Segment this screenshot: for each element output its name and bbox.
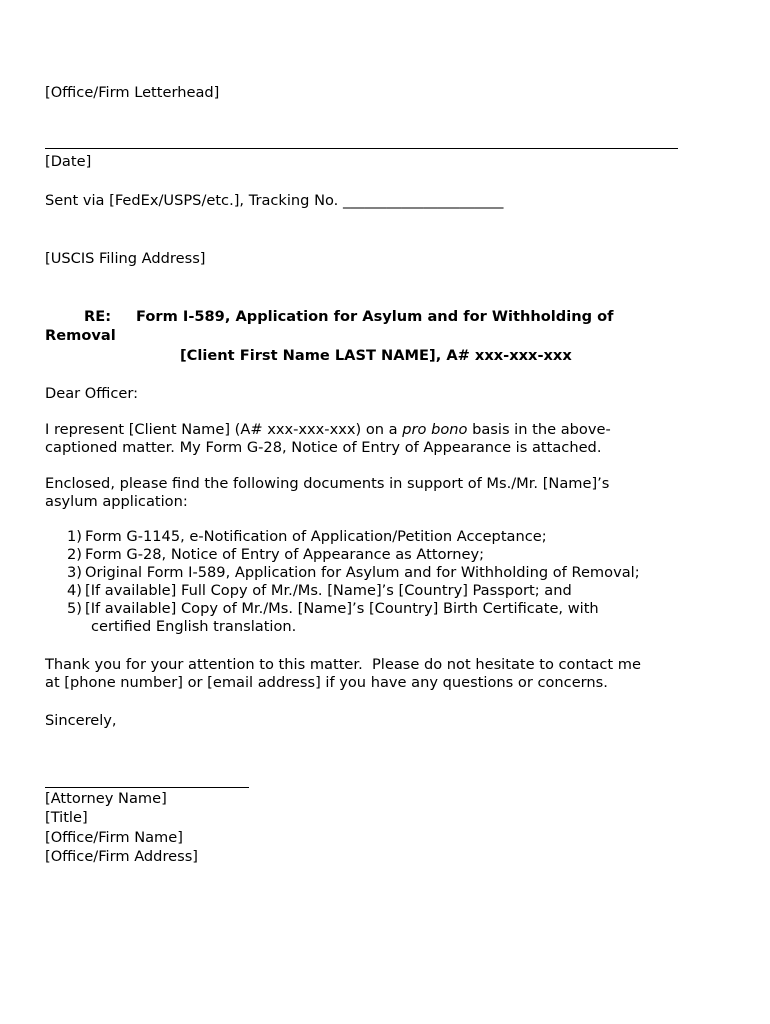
intro-before: I represent [Client Name] (A# xxx-xxx-xxx) on a [45, 421, 403, 438]
letterhead: [Office/Firm Letterhead] [45, 84, 220, 101]
re-client-line: [Client First Name LAST NAME], A# xxx-xxx-xxx [180, 347, 572, 364]
signature-line [45, 787, 249, 788]
intro-paragraph-line1 [45, 420, 611, 439]
list-item: Form G-1145, e-Notification of Application/Petition Acceptance; [85, 528, 547, 545]
re-subject-line1: Form I-589, Application for Asylum and for Withholding of [136, 308, 614, 325]
list-item-continuation: certified English translation. [91, 618, 297, 635]
firm-name: [Office/Firm Name] [45, 829, 183, 846]
list-item-number: 1) [67, 528, 82, 545]
enclosed-paragraph-line2: asylum application: [45, 493, 188, 510]
firm-address: [Office/Firm Address] [45, 848, 199, 865]
sent-via-line: Sent via [FedEx/USPS/etc.], Tracking No. ______________________ [45, 192, 504, 209]
list-item-number: 2) [67, 546, 82, 563]
thanks-paragraph-line1: Thank you for your attention to this matter. Please do not hesitate to contact me [45, 656, 641, 673]
intro-paragraph-line2: captioned matter. My Form G-28, Notice of Entry of Appearance is attached. [45, 439, 602, 456]
enclosed-paragraph-line1: Enclosed, please find the following documents in support of Ms./Mr. [Name]’s [45, 475, 610, 492]
list-item: Original Form I-589, Application for Asylum and for Withholding of Removal; [85, 564, 640, 581]
closing: Sincerely, [45, 712, 117, 729]
list-item-number: 4) [67, 582, 82, 599]
salutation: Dear Officer: [45, 385, 139, 402]
date-line: [Date] [45, 153, 92, 170]
pro-bono-italic: pro bono [402, 421, 468, 438]
attorney-name: [Attorney Name] [45, 790, 167, 807]
re-subject-line2: Removal [45, 327, 116, 344]
re-label: RE: [84, 308, 112, 325]
list-item-number: 3) [67, 564, 82, 581]
attorney-title: [Title] [45, 809, 88, 826]
list-item: [If available] Full Copy of Mr./Ms. [Name]’s [Country] Passport; and [85, 582, 572, 599]
letterhead-divider [45, 148, 678, 149]
list-item-number: 5) [67, 600, 82, 617]
uscis-address: [USCIS Filing Address] [45, 250, 206, 267]
list-item: [If available] Copy of Mr./Ms. [Name]’s [Country] Birth Certificate, with [85, 600, 599, 617]
list-item: Form G-28, Notice of Entry of Appearance as Attorney; [85, 546, 485, 563]
intro-after: basis in the above- [467, 421, 611, 438]
thanks-paragraph-line2: at [phone number] or [email address] if you have any questions or concerns. [45, 674, 608, 691]
